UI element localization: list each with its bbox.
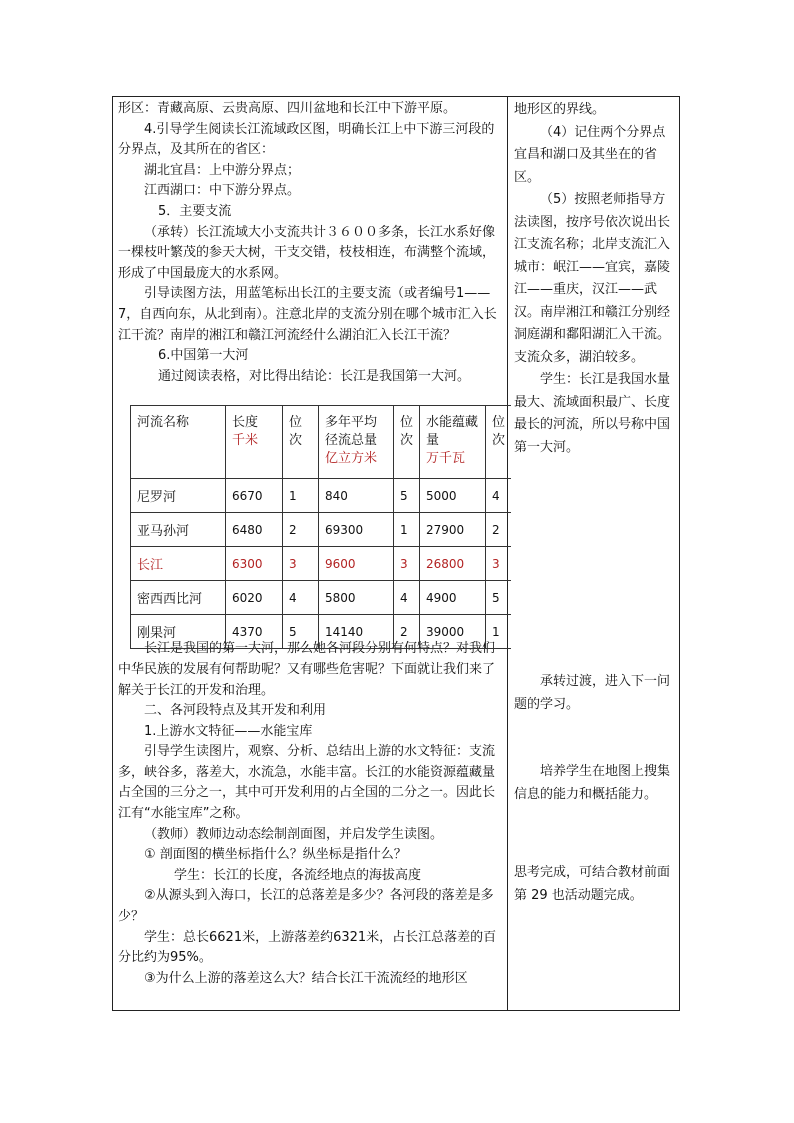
note-dividing-points: （4）记住两个分界点宜昌和湖口及其坐在的省区。: [514, 124, 666, 185]
cell-length: 6480: [226, 513, 283, 547]
header-length: [226, 406, 283, 479]
cell-rank-hydro: 3: [486, 547, 512, 581]
note-student-answer: 学生：长江是我国水量最大、流域面积最广、长度最长的河流，所以号称中国第一大河。: [514, 372, 671, 455]
cell-length: 4370: [226, 615, 283, 649]
table-row: [131, 615, 512, 649]
cell-length: 6300: [226, 547, 283, 581]
table-row: [131, 513, 512, 547]
header-length-unit: 千米: [232, 433, 259, 448]
cell-runoff: 840: [319, 479, 394, 513]
cell-length: 6670: [226, 479, 283, 513]
note-activity: 思考完成，可结合教材前面第 29 也活动题完成。: [514, 865, 671, 903]
note-transition: 承转过渡，进入下一问题的学习。: [514, 674, 671, 712]
note-tributaries: （5）按照老师指导方法读图，按序号依次说出长江支流名称；北岸支流汇入城市：岷江——宜宾，嘉陵江——重庆，汉江——武汉。南岸湘江和赣江分别经洞庭湖和鄱阳湖汇入干流。支流众多，湖泊较多。: [514, 192, 671, 365]
header-runoff: [319, 406, 394, 479]
cell-rank-hydro: 5: [486, 581, 512, 615]
cell-rank-runoff: 4: [394, 581, 420, 615]
cell-rank-runoff: 2: [394, 615, 420, 649]
cell-runoff: 5800: [319, 581, 394, 615]
cell-river-name: 刚果河: [131, 615, 226, 649]
cell-river-name: 长江: [131, 547, 226, 581]
cell-rank-runoff: 3: [394, 547, 420, 581]
paragraph-q2: ②从源头到入海口，长江的总落差是多少？各河段的落差是多少？: [118, 888, 494, 925]
note-ability: 培养学生在地图上搜集信息的能力和概括能力。: [514, 764, 671, 802]
cell-rank-length: 2: [283, 513, 319, 547]
cell-rank-length: 3: [283, 547, 319, 581]
cell-rank-runoff: 1: [394, 513, 420, 547]
paragraph-guide-reading: 4.引导学生阅读长江流域政区图，明确长江上中下游三河段的分界点，及其所在的省区：: [118, 121, 495, 158]
paragraph-q1: ① 剖面图的横坐标指什么？纵坐标是指什么？: [144, 847, 407, 863]
cell-rank-hydro: 4: [486, 479, 512, 513]
cell-river-name: 尼罗河: [131, 479, 226, 513]
paragraph-table-intro: 通过阅读表格，对比得出结论：长江是我国第一大河。: [158, 368, 471, 384]
cell-rank-runoff: 5: [394, 479, 420, 513]
paragraph-a1: 学生：长江的长度，各流经地点的海拔高度: [174, 867, 422, 883]
cell-length: 6020: [226, 581, 283, 615]
right-column: [514, 99, 676, 907]
heading-largest-river: 6.中国第一大河: [158, 348, 249, 364]
table-row-highlighted: [131, 547, 512, 581]
cell-hydropower: 39000: [420, 615, 486, 649]
cell-rank-length: 5: [283, 615, 319, 649]
paragraph-teacher-profile: （教师）教师边动态绘制剖面图，并启发学生读图。: [144, 826, 444, 842]
paragraph-q3: ③为什么上游的落差这么大？结合长江干流流经的地形区: [144, 970, 468, 986]
cell-rank-hydro: 2: [486, 513, 512, 547]
table-header-row: [131, 406, 512, 479]
river-comparison-table: [130, 405, 511, 649]
cell-hydropower: 27900: [420, 513, 486, 547]
header-runoff-label: 多年平均径流总量: [325, 415, 378, 448]
header-hydro-label: 水能蕴藏量: [426, 415, 479, 448]
header-rank-hydro: 位次: [486, 406, 512, 479]
paragraph-upper-features: 引导学生读图片，观察、分析、总结出上游的水文特征：支流多，峡谷多，落差大，水流急，水能丰富。长江的水能资源蕴藏量占全国的三分之一，其中可开发利用的占全国的二分之一。因此长江有“水能宝库”之称。: [118, 744, 496, 822]
header-hydro-unit: 万千瓦: [426, 451, 466, 466]
cell-runoff: 9600: [319, 547, 394, 581]
cell-runoff: 69300: [319, 513, 394, 547]
cell-hydropower: 26800: [420, 547, 486, 581]
header-rank-length: 位次: [283, 406, 319, 479]
header-hydropower: [420, 406, 486, 479]
cell-hydropower: 4900: [420, 581, 486, 615]
cell-river-name: 亚马孙河: [131, 513, 226, 547]
cell-rank-length: 1: [283, 479, 319, 513]
heading-upper-reach: 1.上游水文特征——水能宝库: [144, 723, 313, 739]
table-row: [131, 581, 512, 615]
paragraph-landforms: 形区：青藏高原、云贵高原、四川盆地和长江中下游平原。: [118, 101, 457, 116]
paragraph-hukou: 江西湖口：中下游分界点。: [144, 183, 301, 199]
heading-section-two: 二、各河段特点及其开发和利用: [144, 703, 327, 719]
cell-runoff: 14140: [319, 615, 394, 649]
cell-hydropower: 5000: [420, 479, 486, 513]
header-length-label: 长度: [232, 415, 259, 430]
paragraph-map-method: 引导读图方法，用蓝笔标出长江的主要支流（或者编号1——7，自西向东，从北到南）。注意北岸的支流分别在哪个城市汇入长江干流？南岸的湘江和赣江河流经什么湖泊汇入长江干流？: [118, 286, 497, 343]
paragraph-yichang: 湖北宜昌：上中游分界点；: [144, 162, 301, 178]
cell-river-name: 密西西比河: [131, 581, 226, 615]
cell-rank-length: 4: [283, 581, 319, 615]
paragraph-question: 长江是我国的第一大河，那么她各河段分别有何特点？对我们中华民族的发展有何帮助呢？又有哪些危害呢？下面就让我们来了解关于长江的开发和治理。: [118, 641, 496, 698]
header-runoff-unit: 亿立方米: [325, 451, 378, 466]
heading-tributaries: 5．主要支流: [158, 203, 232, 219]
header-rank-runoff: 位次: [394, 406, 420, 479]
table-row: [131, 479, 512, 513]
note-boundary: 地形区的界线。: [514, 102, 606, 117]
paragraph-a2: 学生：总长6621米，上游落差约6321米，占长江总落差的百分比约为95%。: [118, 929, 497, 966]
cell-rank-hydro: 1: [486, 615, 512, 649]
paragraph-transition: （承转）长江流域大小支流共计３６００多条，长江水系好像一棵枝叶繁茂的参天大树，干支交错，枝枝相连，布满整个流域，形成了中国最庞大的水系网。: [118, 224, 496, 281]
header-river-name: 河流名称: [131, 406, 226, 479]
